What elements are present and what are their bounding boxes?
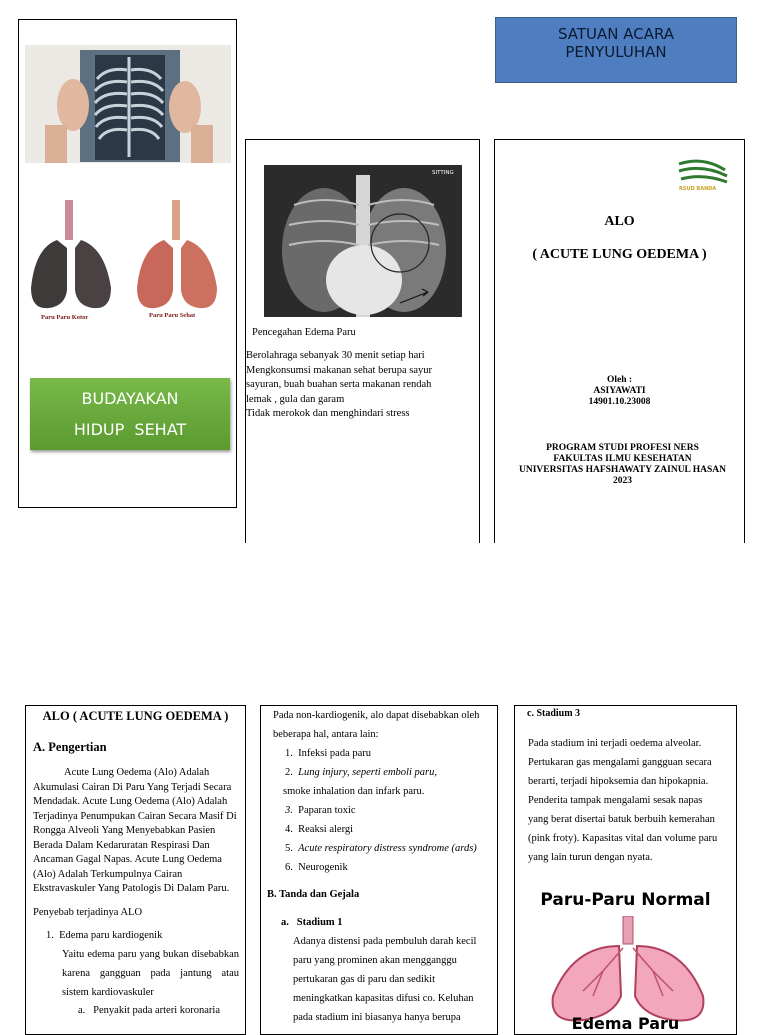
normal-lungs-title: Paru-Paru Normal	[540, 890, 711, 910]
banner-line2: PENYULUHAN	[565, 43, 667, 61]
sub-item-a: a. Penyakit pada arteri koronaria	[78, 1005, 220, 1016]
cause-heading: Penyebab terjadinya ALO	[33, 907, 143, 918]
cause-1-label: Edema paru kardiogenik	[59, 930, 163, 941]
oedema-caption: Edema Paru	[571, 1014, 680, 1033]
page2-column-3	[514, 705, 737, 1035]
logo-text: RSUD BANDA	[679, 186, 717, 192]
page2-title: ALO ( ACUTE LUNG OEDEMA )	[42, 709, 229, 723]
banner-line1: SATUAN ACARA	[557, 25, 675, 43]
section-a-heading: A. Pengertian	[33, 740, 107, 754]
lungs-comparison-illustration	[27, 198, 227, 323]
non-cardio-intro: Pada non-kardiogenik, alo dapat disebabkan oleh beberapa hal, antara lain:	[273, 710, 480, 740]
stage-1-heading: a. Stadium 1	[281, 917, 343, 928]
stage-3-heading: c. Stadium 3	[527, 708, 581, 719]
cause-list-item: 3. Paparan toxic	[285, 805, 356, 816]
institution-line: FAKULTAS ILMU KESEHATAN	[553, 454, 692, 464]
prevention-line: Mengkonsumsi makanan sehat berupa sayur	[246, 364, 433, 376]
cause-list	[285, 744, 497, 877]
panel-right	[494, 139, 745, 543]
panel-middle	[245, 139, 480, 543]
cause-list-item: 1. Infeksi pada paru	[285, 748, 372, 759]
panel-left	[18, 19, 237, 508]
cause-1-description: Yaitu edema paru yang bukan disebabkan karena gangguan pada jantung atau sistem kardiovaskuler	[62, 949, 239, 998]
cause-list-item: 5. Acute respiratory distress syndrome (ards)	[285, 843, 477, 854]
section-b-heading: B. Tanda dan Gejala	[267, 889, 360, 900]
chest-xray-photo	[25, 45, 231, 163]
prevention-line: lemak , gula dan garam	[246, 393, 345, 405]
cause-list-item: 6. Neurogenik	[285, 862, 348, 873]
label-dirty-lungs: Paru Paru Kotor	[41, 314, 89, 321]
xray-label: SITTING	[432, 170, 454, 176]
cause-list-item: 2. Lung injury, seperti emboli paru,	[285, 767, 437, 778]
institution-block	[495, 443, 750, 487]
prevention-line: Tidak merokok dan menghindari stress	[246, 408, 410, 419]
title-banner	[495, 17, 737, 83]
author-name: ASIYAWATI	[593, 386, 646, 396]
page2-column-2	[260, 705, 498, 1035]
cover-subtitle: ( ACUTE LUNG OEDEMA )	[532, 247, 707, 262]
year: 2023	[613, 476, 632, 486]
cause-1: 1. Edema paru kardiogenik	[46, 930, 163, 941]
hospital-logo	[675, 158, 731, 192]
author-label: Oleh :	[606, 375, 633, 385]
lung-oedema-xray	[264, 165, 462, 317]
sub-item-a-label: Penyakit pada arteri koronaria	[93, 1005, 220, 1016]
prevention-list	[246, 349, 478, 422]
stage-3-text: Pada stadium ini terjadi oedema alveolar. Pertukaran gas mengalami gangguan secara berarti, terjadi hipoksemia dan hipokapnia. Penderita tampak mengalami sesak napas yang berat disertai batuk berbuih kemerahan (pink froty). Kapasitas vital dan volume paru yang lain turun dengan nyata.	[528, 738, 718, 863]
cause-list-item: 4. Reaksi alergi	[285, 824, 354, 835]
label-healthy-lungs: Paru Paru Sehat	[149, 312, 196, 319]
cover-title: ALO	[604, 214, 635, 229]
prevention-line: Berolahraga sebanyak 30 menit setiap hari	[246, 350, 425, 361]
prevention-heading: Pencegahan Edema Paru	[252, 327, 356, 338]
slogan-line2: HIDUP SEHAT	[73, 420, 187, 439]
institution-line: PROGRAM STUDI PROFESI NERS	[546, 443, 699, 453]
author-block	[495, 375, 744, 408]
stage-1-text: Adanya distensi pada pembuluh darah kecil paru yang prominen akan mengganggu pertukaran gas di paru dan sedikit meningkatkan kapasitas difusi co. Keluhan pada stadium ini biasanya hanya berupa	[293, 936, 477, 1023]
author-id: 14901.10.23008	[588, 397, 651, 407]
slogan-line1: BUDAYAKAN	[81, 389, 179, 408]
prevention-line: sayuran, buah buahan serta makanan rendah	[246, 379, 432, 390]
cause-list-item: smoke inhalation dan infark paru.	[283, 786, 425, 797]
institution-line: UNIVERSITAS HAFSHAWATY ZAINUL HASAN	[518, 465, 727, 475]
definition-text: Acute Lung Oedema (Alo) Adalah Akumulasi Cairan Di Paru Yang Terjadi Secara Mendadak. Acute Lung Oedema (Alo) Adalah Terjadinya Penumpukan Cairan Secara Masif Di Rongga Alveoli Yang Menyebabkan Pasien Berada Dalam Kedaruratan Respirasi Dan Ancaman Gagal Napas. Acute Lung Oedema (Alo) Adalah Terkumpulnya Cairan Ekstravaskuler Yang Patologis Di Dalam Paru.	[33, 767, 237, 894]
page2-column-1	[25, 705, 246, 1035]
normal-lungs-illustration	[543, 916, 713, 1026]
slogan-box	[30, 378, 230, 450]
